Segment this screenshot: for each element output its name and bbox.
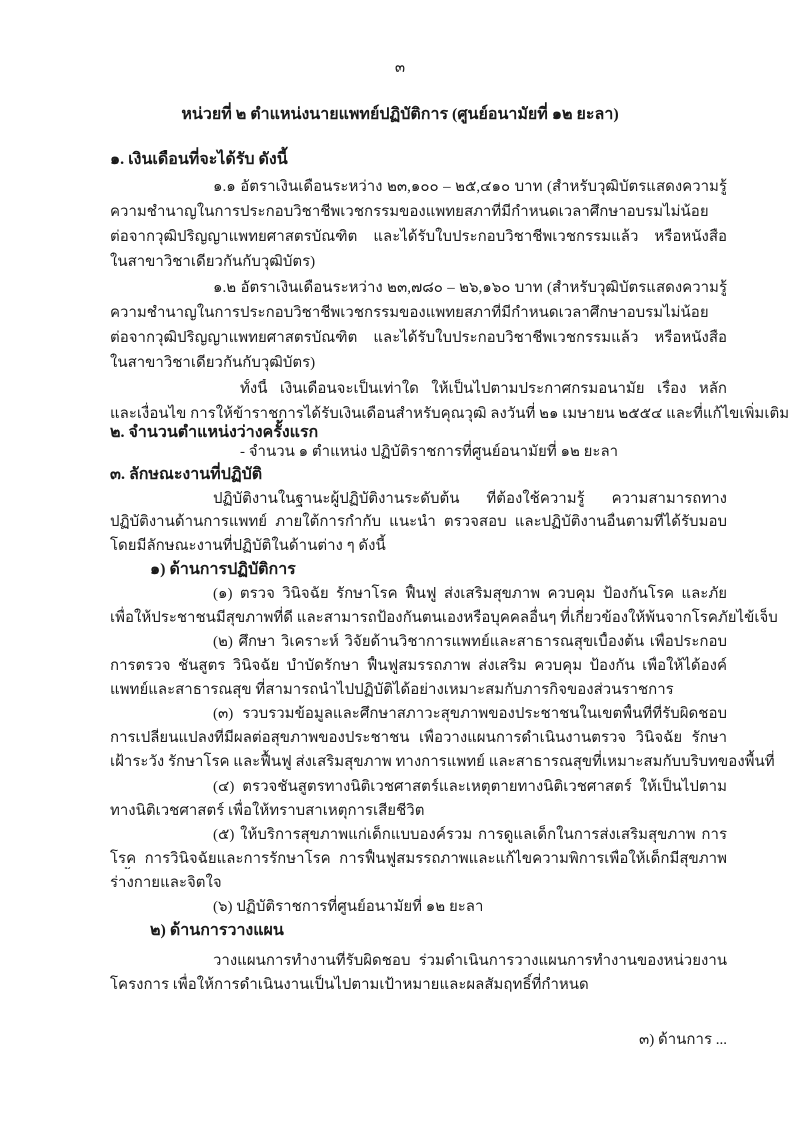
salary-1-2-line: ต่อจากวุฒิปริญญาแพทยศาสตรบัณฑิต และได้รับใบประกอบวิชาชีพเวชกรรมแล้ว หรือหนังสือ: [110, 330, 727, 346]
salary-note-line: ทั้งนี้ เงินเดือนจะเป็นเท่าใด ให้เป็นไปตามประกาศกรมอนามัย เรื่อง หลัก: [240, 381, 727, 397]
duty-item-line: เฝ้าระวัง รักษาโรค และฟื้นฟู ส่งเสริมสุขภาพ ทางการแพทย์ และสาธารณสุขที่เหมาะสมกับบริบทของพื้นที่: [110, 754, 775, 770]
duty-item-line: (๕) ให้บริการสุขภาพแก่เด็กแบบองค์รวม การดูแลเด็กในการส่งเสริมสุขภาพ การ: [213, 827, 727, 843]
duty-item-line: โรค การวินิจฉัยและการรักษาโรค การฟื้นฟูสมรรถภาพและแก้ไขความพิการเพื่อให้เด็กมีสุขภาพ: [110, 851, 727, 867]
section-1-heading: ๑. เงินเดือนที่จะได้รับ ดังนี้: [110, 151, 288, 168]
planning-line: วางแผนการทำงานที่รับผิดชอบ ร่วมดำเนินการวางแผนการทำงานของหน่วยงาน: [213, 953, 727, 969]
page-number: ๓: [394, 60, 406, 76]
duty-item-line: (๔) ตรวจชันสูตรทางนิติเวชศาสตร์และเหตุตายทางนิติเวชศาสตร์ ให้เป็นไปตาม: [213, 779, 727, 795]
duty-item-line: (๓) รวบรวมข้อมูลและศึกษาสภาวะสุขภาพของประชาชนในเขตพื้นที่ที่รับผิดชอบ: [213, 706, 727, 722]
continuation-marker: ๓) ด้านการ ...: [639, 1032, 727, 1048]
salary-1-2-line: ในสาขาวิชาเดียวกันกับวุฒิบัตร): [110, 355, 316, 371]
duty-item-line: (๒) ศึกษา วิเคราะห์ วิจัยด้านวิชาการแพทย์และสาธารณสุขเบื้องต้น เพื่อประกอบ: [213, 634, 727, 650]
duty-item-line: เพื่อให้ประชาชนมีสุขภาพที่ดี และสามารถป้องกันตนเองหรือบุคคลอื่นๆ ที่เกี่ยวข้องให้พ้นจากโรคภัยไข้เจ็บ: [110, 610, 778, 626]
duty-item-line: ร่างกายและจิตใจ: [110, 875, 222, 891]
salary-1-1-line: ๑.๑ อัตราเงินเดือนระหว่าง ๒๓,๑๐๐ – ๒๕,๔๑๐ บาท (สำหรับวุฒิบัตรแสดงความรู้: [213, 179, 727, 195]
duty-item-line: ทางนิติเวชศาสตร์ เพื่อให้ทราบสาเหตุการเสียชีวิต: [110, 803, 425, 819]
salary-1-1-line: ต่อจากวุฒิปริญญาแพทยศาสตรบัณฑิต และได้รับใบประกอบวิชาชีพเวชกรรมแล้ว หรือหนังสือ: [110, 229, 727, 245]
salary-note-line: และเงื่อนไข การให้ข้าราชการได้รับเงินเดือนสำหรับคุณวุฒิ ลงวันที่ ๒๑ เมษายน ๒๕๕๔ และที่แก้ไขเพิ่มเติม: [110, 406, 790, 422]
subsection-operations-heading: ๑) ด้านการปฏิบัติการ: [150, 561, 296, 578]
duty-item-line: (๑) ตรวจ วินิจฉัย รักษาโรค ฟื้นฟู ส่งเสริมสุขภาพ ควบคุม ป้องกันโรค และภัย: [213, 586, 727, 602]
duty-item-line: แพทย์และสาธารณสุข ที่สามารถนำไปปฏิบัติได้อย่างเหมาะสมกับภารกิจของส่วนราชการ: [110, 682, 674, 698]
planning-line: โครงการ เพื่อให้การดำเนินงานเป็นไปตามเป้าหมายและผลสัมฤทธิ์ที่กำหนด: [110, 977, 589, 993]
duty-item-line: (๖) ปฏิบัติราชการที่ศูนย์อนามัยที่ ๑๒ ยะลา: [213, 899, 484, 915]
duty-item-line: การเปลี่ยนแปลงที่มีผลต่อสุขภาพของประชาชน เพื่อวางแผนการดำเนินงานตรวจ วินิจฉัย รักษา: [110, 730, 727, 746]
salary-1-2-line: ความชำนาญในการประกอบวิชาชีพเวชกรรมของแพทยสภาที่มีกำหนดเวลาศึกษาอบรมไม่น้อย: [110, 305, 709, 321]
salary-1-1-line: ความชำนาญในการประกอบวิชาชีพเวชกรรมของแพทยสภาที่มีกำหนดเวลาศึกษาอบรมไม่น้อย: [110, 204, 709, 220]
duties-intro-line: ปฏิบัติงานในฐานะผู้ปฏิบัติงานระดับต้น ที่ต้องใช้ความรู้ ความสามารถทาง: [213, 491, 727, 507]
duties-intro-line: โดยมีลักษณะงานที่ปฏิบัติในด้านต่าง ๆ ดังนี้: [110, 538, 386, 554]
salary-1-2-line: ๑.๒ อัตราเงินเดือนระหว่าง ๒๓,๗๘๐ – ๒๖,๑๖๐ บาท (สำหรับวุฒิบัตรแสดงความรู้: [213, 280, 727, 296]
duties-intro-line: ปฏิบัติงานด้านการแพทย์ ภายใต้การกำกับ แนะนำ ตรวจสอบ และปฏิบัติงานอื่นตามที่ได้รับมอบ: [110, 514, 727, 530]
section-2-heading: ๒. จำนวนตำแหน่งว่างครั้งแรก: [110, 424, 319, 441]
section-3-heading: ๓. ลักษณะงานที่ปฏิบัติ: [110, 466, 263, 483]
page-title: หน่วยที่ ๒ ตำแหน่งนายแพทย์ปฏิบัติการ (ศูนย์อนามัยที่ ๑๒ ยะลา): [181, 106, 619, 123]
salary-1-1-line: ในสาขาวิชาเดียวกันกับวุฒิบัตร): [110, 254, 316, 270]
duty-item-line: การตรวจ ชันสูตร วินิจฉัย บำบัดรักษา ฟื้นฟูสมรรถภาพ ส่งเสริม ควบคุม ป้องกัน เพื่อให้ได้องค์: [110, 658, 727, 674]
subsection-planning-heading: ๒) ด้านการวางแผน: [150, 922, 284, 939]
vacancy-item: - จำนวน ๑ ตำแหน่ง ปฏิบัติราชการที่ศูนย์อนามัยที่ ๑๒ ยะลา: [240, 444, 619, 460]
